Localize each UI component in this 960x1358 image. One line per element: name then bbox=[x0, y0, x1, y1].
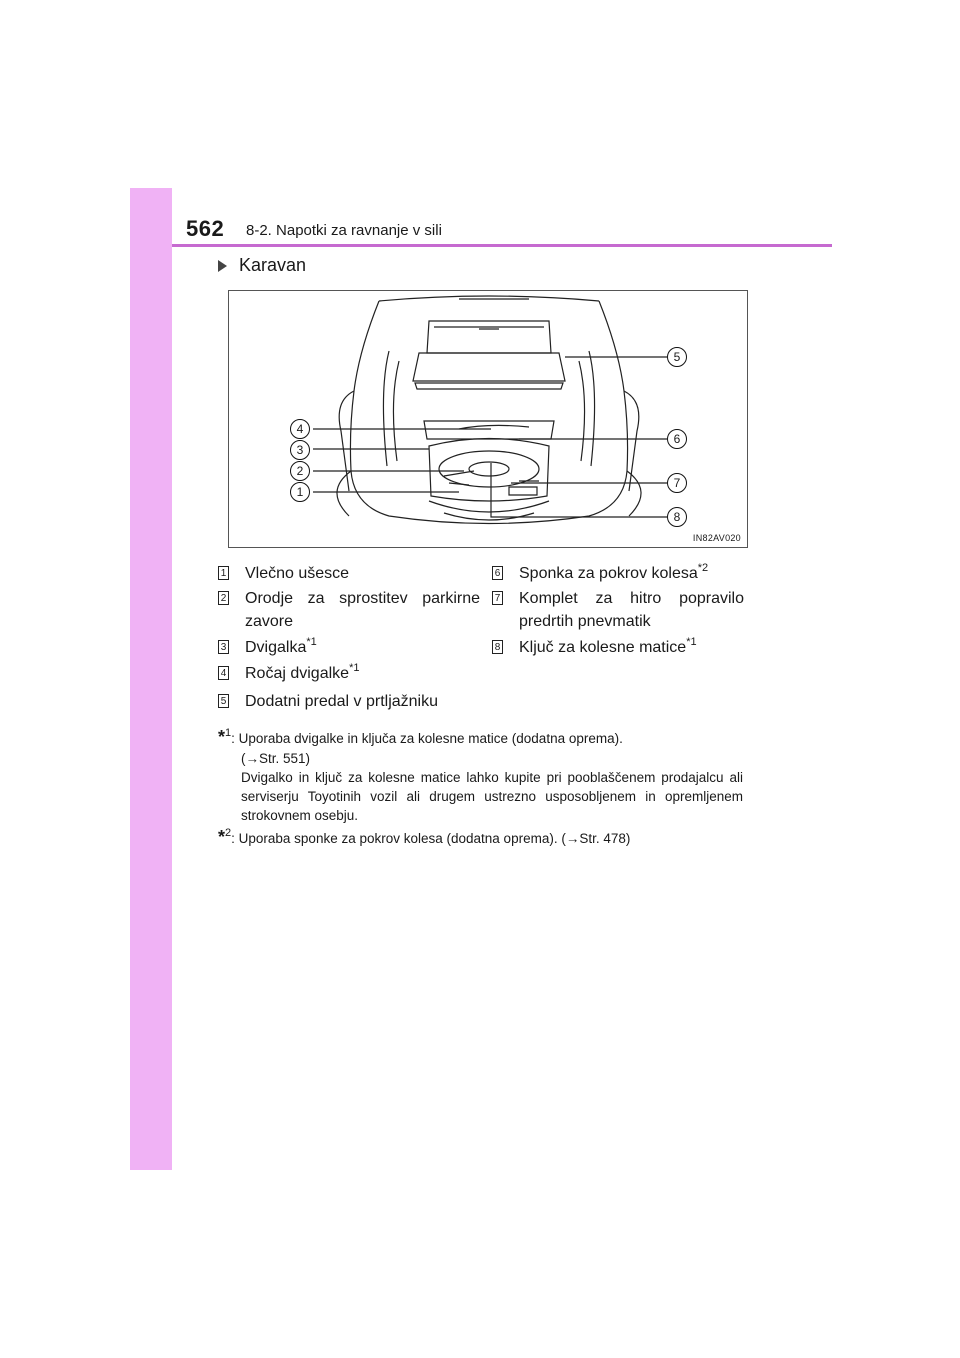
callout-6: 6 bbox=[667, 429, 687, 449]
trunk-illustration bbox=[228, 290, 748, 548]
footnote-ref: *1 bbox=[686, 636, 697, 648]
legend-number: 3 bbox=[218, 640, 229, 654]
callout-8: 8 bbox=[667, 507, 687, 527]
callout-7: 7 bbox=[667, 473, 687, 493]
legend-item-2: 2 Orodje za sprostitev parkirne zavore bbox=[218, 587, 480, 633]
callout-2: 2 bbox=[290, 461, 310, 481]
callout-4: 4 bbox=[290, 419, 310, 439]
header-rule bbox=[172, 244, 832, 247]
legend-item-7: 7 Komplet za hitro popravilo predrtih pnevmatik bbox=[492, 587, 744, 633]
footnote-1: *$^1$: Uporaba dvigalke in ključa za kolesne matice (dodatna oprema). bbox=[218, 727, 623, 747]
figure-code: IN82AV020 bbox=[692, 533, 741, 543]
callout-3: 3 bbox=[290, 440, 310, 460]
subheading-text: Karavan bbox=[239, 255, 307, 275]
callout-1: 1 bbox=[290, 482, 310, 502]
legend-item-3: 3 Dvigalka$^{*1}$ bbox=[218, 636, 480, 659]
footnote-ref: *1 bbox=[306, 636, 317, 648]
legend-item-5: 5 Dodatni predal v prtljažniku bbox=[218, 690, 480, 713]
subheading bbox=[218, 255, 306, 276]
callout-5: 5 bbox=[667, 347, 687, 367]
legend-number: 1 bbox=[218, 566, 229, 580]
footnote-2: *$^2$: Uporaba sponke za pokrov kolesa (dodatna oprema). (→Str. 478) bbox=[218, 827, 631, 847]
section-title: 8-2. Napotki za ravnanje v sili bbox=[246, 222, 442, 239]
triangle-bullet-icon bbox=[218, 260, 227, 272]
footnote-1-body: Dvigalko in ključ za kolesne matice lahko kupite pri pooblaščenem prodajalcu ali serviserju Toyotinih vozil ali drugem ustrezno usposobljenem in opremljenem strokovnem osebju. bbox=[241, 770, 743, 823]
legend-number: 4 bbox=[218, 666, 229, 680]
legend-number: 7 bbox=[492, 591, 503, 605]
footnote-1-ref: (→Str. 551) bbox=[241, 751, 311, 766]
legend-number: 6 bbox=[492, 566, 503, 580]
legend-item-4: 4 Ročaj dvigalke$^{*1}$ bbox=[218, 662, 480, 685]
chapter-side-tab bbox=[130, 188, 172, 1170]
legend-item-6: 6 Sponka za pokrov kolesa$^{*2}$ bbox=[492, 562, 744, 585]
footnote-ref: *2 bbox=[697, 562, 709, 574]
footnote-ref: *1 bbox=[349, 662, 360, 674]
legend-item-8: 8 Ključ za kolesne matice$^{*1}$ bbox=[492, 636, 744, 659]
legend-number: 8 bbox=[492, 640, 503, 654]
legend-number: 5 bbox=[218, 694, 229, 708]
legend-number: 2 bbox=[218, 591, 229, 605]
page-number: 562 bbox=[186, 216, 225, 241]
legend-item-1: 1 Vlečno ušesce bbox=[218, 562, 480, 585]
